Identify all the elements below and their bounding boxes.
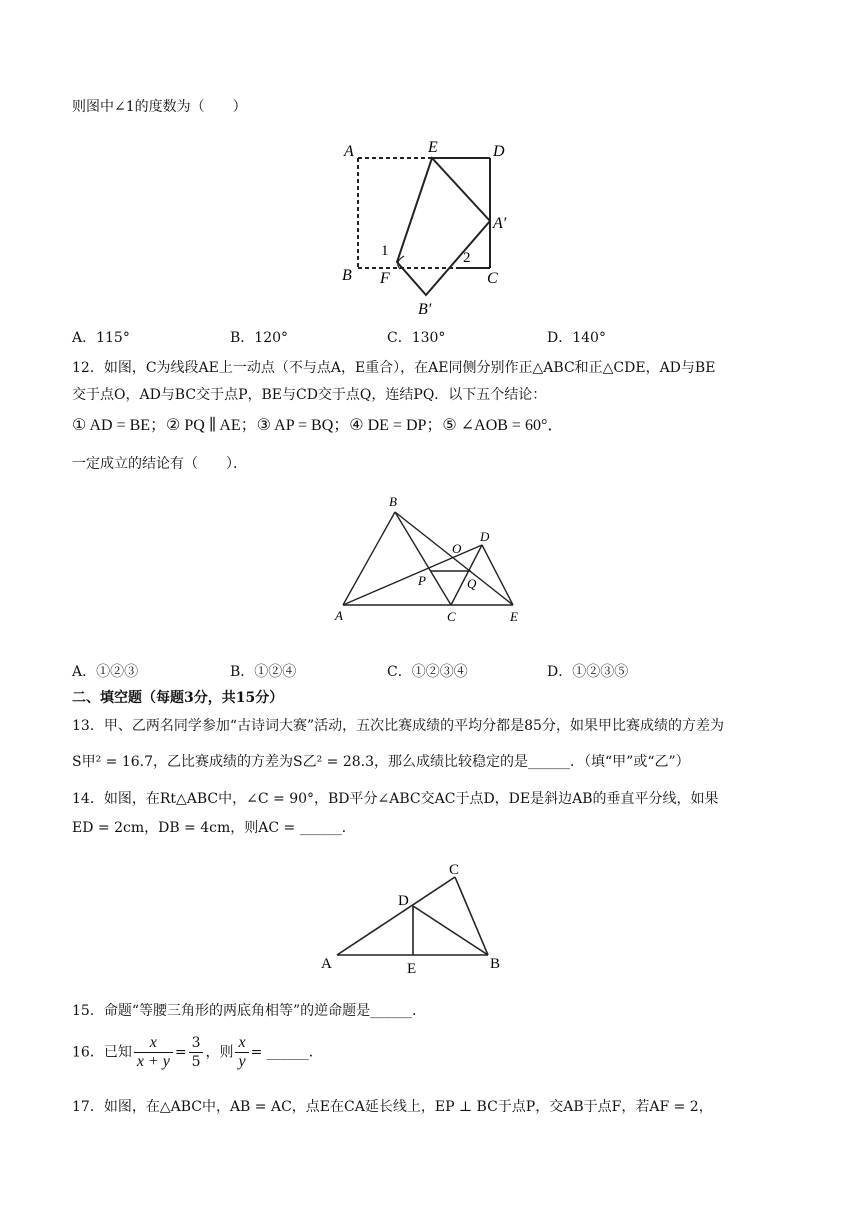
q16-text [72,1034,323,1071]
fig3-label-d: D [398,893,409,909]
fig1-label-d: D [493,143,505,160]
fig1-label-f: F [380,270,390,287]
fig2-label-d: D [480,529,490,544]
q16-equals: = [174,1044,187,1061]
q11-stem-tail: 则图中∠1的度数为（ ） [72,99,247,115]
fig1-label-angle-2: 2 [463,250,471,266]
figure-equilateral-triangles [330,490,530,630]
q16-suffix: = ______． [250,1044,323,1061]
fig2-label-a: A [335,608,343,623]
fig1-label-a: A [344,143,354,160]
fig2-label-p: P [418,573,426,588]
q16-prefix: 16．已知 [72,1044,132,1061]
q12-option-d: D．①②③⑤ [547,664,629,680]
fig1-label-b: B [342,267,352,284]
fig1-label-a-prime: A′ [493,215,507,232]
q13-line-1: 13．甲、乙两名同学参加“古诗词大赛”活动，五次比赛成绩的平均分都是85分，如果甲比赛成绩的方差为 [72,718,724,734]
figure-right-triangle [315,860,515,980]
fig3-label-c: C [449,862,460,878]
fig1-label-e: E [428,139,438,156]
q12-line-2: 交于点O，AD与BC交于点P，BE与CD交于点Q，连结PQ．以下五个结论： [72,387,547,403]
q16-fraction-3 [235,1034,248,1071]
q16-frac1-den: x + y [136,1053,170,1070]
section-2-heading: 二、填空题（每题3分，共15分） [72,690,284,706]
q16-frac1-num: x [134,1034,173,1053]
q16-frac2-num: 3 [189,1034,204,1053]
q16-frac2-den: 5 [191,1054,201,1070]
q14-line-2: ED = 2cm，DB = 4cm，则AC = ______． [72,820,356,836]
q12-option-c: C．①②③④ [387,664,468,680]
q12-conclusions: ① AD = BE；② PQ ∥ AE；③ AP = BQ；④ DE = DP；⑤ ∠AOB = 60°． [72,417,564,434]
fig3-label-e: E [407,961,417,977]
fig2-label-b: B [389,494,397,509]
q16-fraction-1 [134,1034,173,1071]
fig2-label-c: C [447,609,456,624]
q15-text: 15．命题“等腰三角形的两底角相等”的逆命题是______． [72,1003,427,1019]
q11-option-b: B．120° [230,330,289,346]
fig2-label-o: O [452,541,462,556]
q12-line-4: 一定成立的结论有（ ）． [72,456,247,472]
q12-line-1: 12．如图，C为线段AE上一动点（不与点A，E重合），在AE同侧分别作正△ABC和正△CDE，AD与BE [72,360,716,376]
fig1-label-c: C [487,270,498,287]
q13-line-2: S甲² = 16.7，乙比赛成绩的方差为S乙² = 28.3，那么成绩比较稳定的是______．（填“甲”或“乙”） [72,754,690,770]
q16-frac3-den: y [238,1053,246,1070]
q16-fraction-2 [189,1034,204,1071]
q12-option-b: B．①②④ [230,664,297,680]
figure-folded-rectangle [330,138,530,323]
q17-text: 17．如图，在△ABC中，AB = AC，点E在CA延长线上，EP ⊥ BC于点P，交AB于点F，若AF = 2， [72,1099,713,1115]
q12-option-a: A．①②③ [72,664,139,680]
q11-option-c: C．130° [387,330,446,346]
fig2-label-e: E [510,609,518,624]
fig3-label-a: A [321,956,332,972]
fig3-label-b: B [490,956,501,972]
q11-option-d: D．140° [547,330,606,346]
q16-frac3-num: x [235,1034,248,1053]
q14-line-1: 14．如图，在Rt△ABC中，∠C = 90°，BD平分∠ABC交AC于点D，DE是斜边AB的垂直平分线，如果 [72,791,719,807]
fig1-label-angle-1: 1 [381,243,389,259]
q16-mid: ，则 [205,1044,234,1061]
q11-option-a: A．115° [72,330,130,346]
fig2-label-q: Q [467,576,477,591]
fig1-label-b-prime: B′ [418,301,432,318]
